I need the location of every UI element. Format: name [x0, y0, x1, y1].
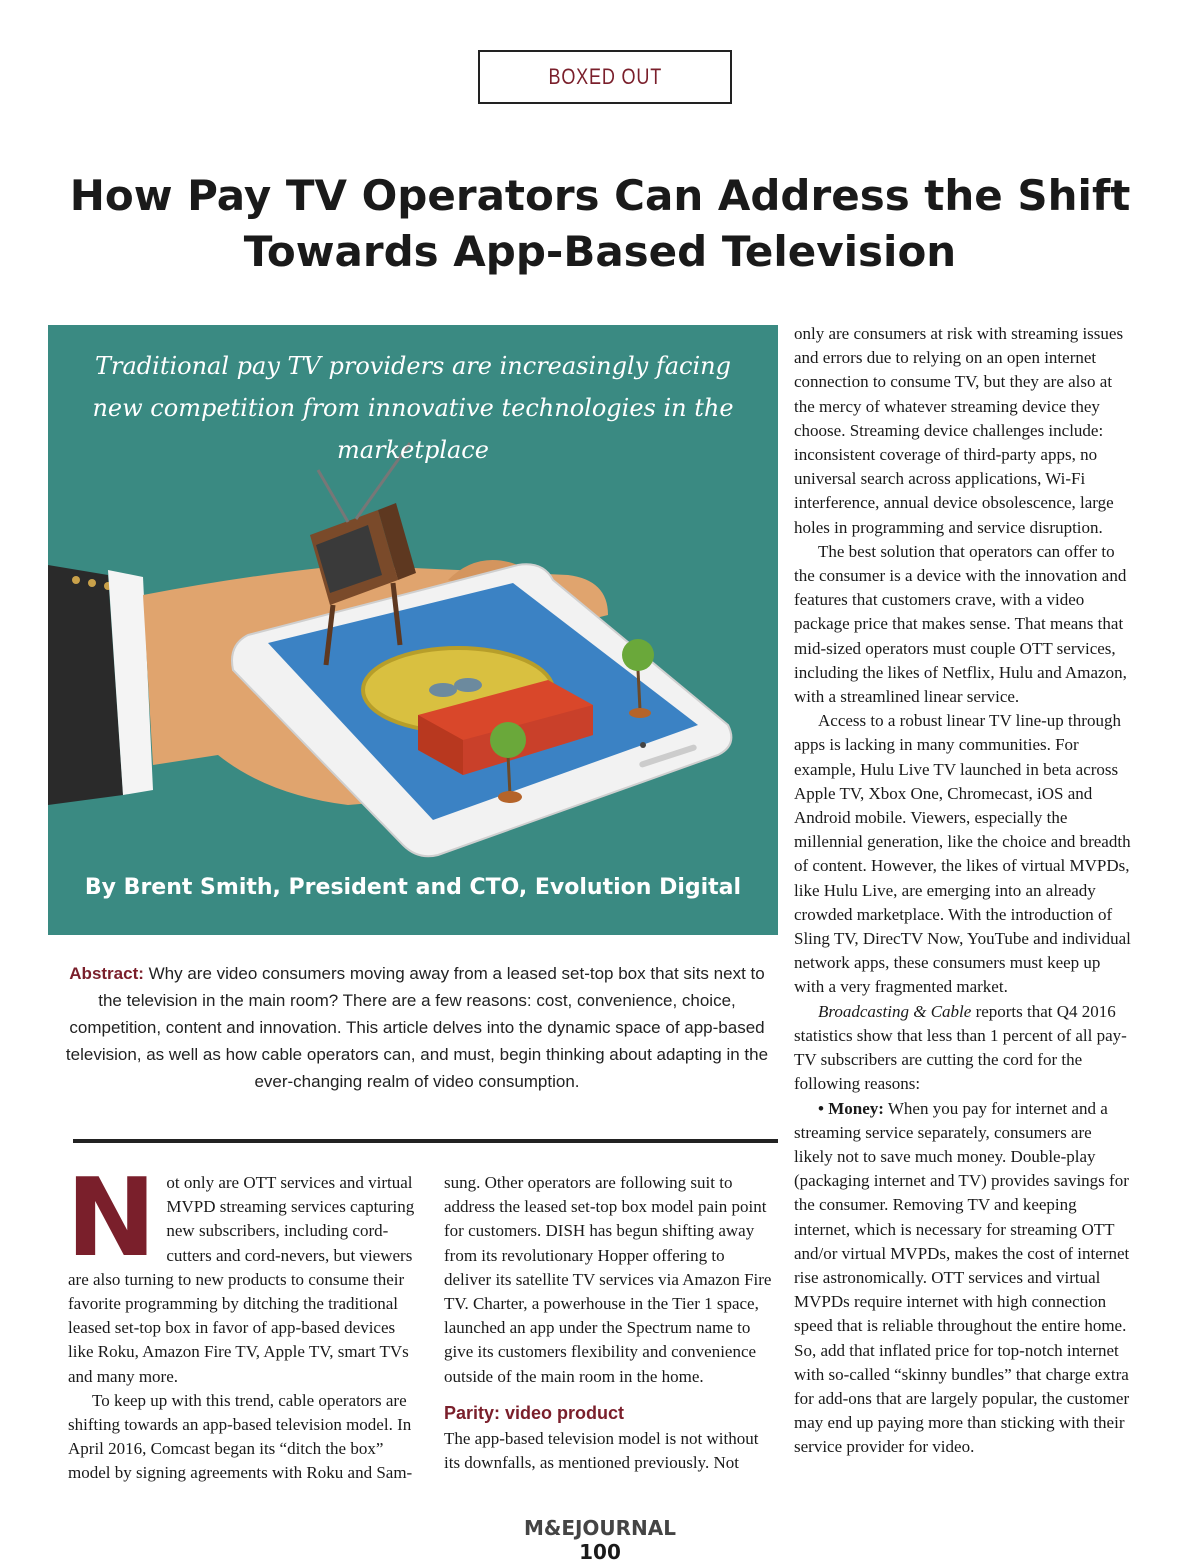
body-column-1 [66, 1156, 420, 1486]
abstract-label: Abstract: [69, 964, 144, 983]
body-column-2 [444, 1171, 774, 1475]
page-footer [500, 1516, 700, 1564]
abstract [62, 960, 772, 1095]
body-paragraph: only are consumers at risk with streaming issues and errors due to relying on an open internet connection to consume TV, but they are also at the mercy of whatever streaming device they choose. Streaming device challenges include: inconsistent coverage of third-party apps, no universal search across applications, Wi-Fi interference, annual device obsolescence, large holes in programming and service disruption. [794, 324, 1124, 537]
section-label: BOXED OUT [548, 64, 662, 89]
bullet-label: • Money: [818, 1098, 884, 1118]
section-subhead: Parity: video product [444, 1402, 625, 1423]
publication-name: Broadcasting & Cable [818, 1001, 972, 1021]
article-headline: How Pay TV Operators Can Address the Shift Towards App-Based Television [69, 171, 1131, 276]
body-paragraph: Access to a robust linear TV line-up through apps is lacking in many communities. For example, Hulu Live TV launched in beta across Apple TV, Xbox One, Chromecast, iOS and Android mobile. Viewers, especially the millennial generation, like the choice and breadth of content. However, the likes of virtual MVPDs, like Hulu Live, are emerging into an already crowded marketplace. With the introduction of Sling TV, DirecTV Now, YouTube and individual network apps, these consumers must keep up with a very fragmented market. [794, 711, 1131, 997]
body-paragraph: The best solution that operators can offer to the consumer is a device with the innovation and features that customers crave, with a video package price that makes sense. That means that mid-sized operators must couple OTT services, including the likes of Netflix, Hulu and Amazon, with a streamlined linear service. [794, 541, 1127, 707]
section-label-box [478, 50, 732, 104]
section-divider [73, 1139, 778, 1143]
paragraph-text: ot only are OTT services and virtual MVPD streaming services capturing new subscribers, including cord-cutters and cord-nevers, but viewers are also turning to new products to consume their favorite programming by ditching the traditional leased set-top box in favor of app-based devices like Roku, Amazon Fire TV, Apple TV, smart TVs and many more. [68, 1173, 415, 1386]
drop-cap: N [66, 1156, 157, 1281]
paragraph-text: reports that Q4 2016 statistics show that less than 1 percent of all pay-TV subscribers are cutting the cord for the following reasons: [794, 1001, 1127, 1094]
body-paragraph: To keep up with this trend, cable operators are shifting towards an app-based television model. In April 2016, Comcast began its “ditch the box” model by signing agreements with Roku and Sam- [68, 1390, 413, 1483]
body-paragraph [66, 1156, 420, 1389]
journal-name: M&EJOURNAL [523, 1516, 677, 1540]
article-byline: By Brent Smith, President and CTO, Evolution Digital [84, 875, 742, 900]
body-paragraph [794, 1000, 1132, 1097]
page-number: 100 [579, 1540, 621, 1564]
body-paragraph: sung. Other operators are following suit to address the leased set-top box model pain point for customers. DISH has begun shifting away from its revolutionary Hopper offering to deliver its satellite TV services via Amazon Fire TV. Charter, a powerhouse in the Tier 1 space, launched an app under the Spectrum name to give its customers flexibility and convenience outside of the main room in the home. [444, 1173, 772, 1386]
hero-illustration [48, 325, 778, 935]
body-paragraph: The app-based television model is not without its downfalls, as mentioned previously. Not [444, 1429, 759, 1473]
abstract-text: Why are video consumers moving away from a leased set-top box that sits next to the television in the main room? There are a few reasons: cost, convenience, choice, competition, content and innovation. This article delves into the dynamic space of app-based television, as well as how cable operators can, and must, begin thinking about adapting in the ever-changing realm of video consumption. [65, 964, 769, 1091]
bullet-text: When you pay for internet and a streaming service separately, consumers are likely not to save much money. Double-play (packaging internet and TV) provides savings for the consumer. Removing TV and keeping internet, which is necessary for streaming OTT and/or virtual MVPDs, makes the cost of internet rise astronomically. OTT services and virtual MVPDs require internet with high connection speed that is reliable throughout the entire home. So, add that inflated price for top-notch internet with so-called “skinny bundles” that charge extra for add-ons that are largely popular, the customer may end up paying more than sticking with their service provider for video. [794, 1098, 1130, 1457]
body-column-3 [794, 322, 1132, 1460]
bullet-item [794, 1097, 1132, 1460]
article-dek: Traditional pay TV providers are increasingly facing new competition from innovative technologies in the marketplace [92, 352, 734, 464]
